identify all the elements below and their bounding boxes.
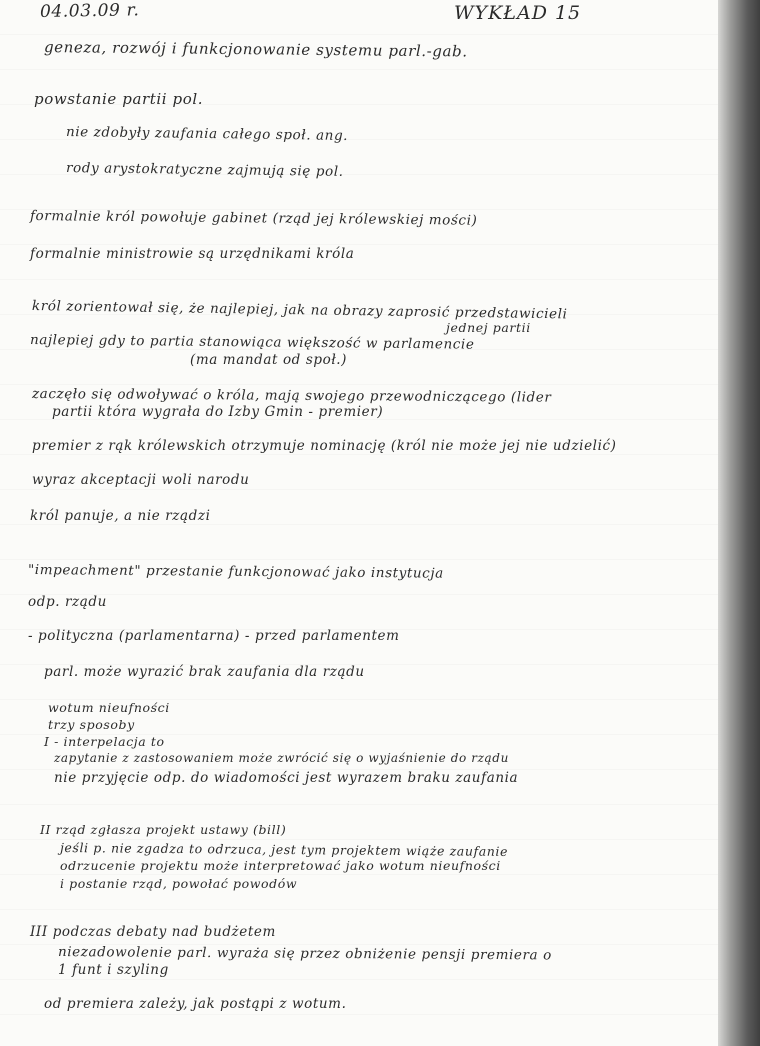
note-line: jednej partii [446, 320, 531, 335]
note-line: odrzucenie projektu może interpretować jako wotum nieufności [60, 858, 501, 873]
topic-line: geneza, rozwój i funkcjonowanie systemu parl.-gab. [43, 38, 468, 61]
note-line: zaczęło się odwoływać o króla, mają swojego przewodniczącego (lider [31, 386, 552, 406]
note-line: nie przyjęcie odp. do wiadomości jest wyrazem braku zaufania [54, 770, 519, 786]
note-line: najlepiej gdy to partia stanowiąca większość w parlamencie [29, 332, 475, 353]
note-line: niezadowolenie parl. wyraża się przez obniżenie pensji premiera o [57, 944, 552, 964]
note-line: 1 funt i szyling [58, 962, 169, 978]
note-line: II rząd zgłasza projekt ustawy (bill) [40, 822, 287, 837]
note-line: jeśli p. nie zgadza to odrzuca, jest tym projektem wiąże zaufanie [59, 840, 509, 859]
note-date: 04.03.09 r. [39, 0, 140, 22]
note-line: od premiera zależy, jak postąpi z wotum. [44, 996, 347, 1012]
note-line: zapytanie z zastosowaniem może zwrócić się o wyjaśnienie do rządu [54, 751, 509, 765]
note-line: formalnie król powołuje gabinet (rząd jej królewskiej mości) [29, 208, 478, 229]
note-line: król panuje, a nie rządzi [30, 508, 211, 524]
note-line: premier z rąk królewskich otrzymuje nominację (król nie może jej nie udzielić) [32, 438, 617, 454]
note-line: powstanie partii pol. [34, 90, 204, 108]
note-line: formalnie ministrowie są urzędnikami króla [30, 246, 355, 262]
note-line: wyraz akceptacji woli narodu [32, 472, 250, 488]
note-line: parl. może wyrazić brak zaufania dla rządu [44, 664, 365, 680]
note-line: wotum nieufności [48, 700, 170, 715]
note-line: trzy sposoby [48, 717, 135, 732]
note-line: odp. rządu [28, 594, 107, 610]
note-line: nie zdobyły zaufania całego społ. ang. [65, 124, 349, 144]
note-line: I - interpelacja to [44, 734, 165, 749]
page-edge-shadow [718, 0, 760, 1046]
note-line: król zorientował się, że najlepiej, jak na obrazy zaprosić przedstawicieli [31, 298, 568, 323]
note-line: - polityczna (parlamentarna) - przed parlamentem [28, 628, 400, 644]
note-line: III podczas debaty nad budżetem [30, 924, 276, 940]
note-line: "impeachment" przestanie funkcjonować jako instytucja [27, 562, 444, 582]
note-line: rody arystokratyczne zajmują się pol. [65, 160, 344, 180]
note-line: partii która wygrała do Izby Gmin - premier) [52, 404, 384, 420]
note-line: i postanie rząd, powołać powodów [60, 876, 298, 891]
lecture-title: WYKŁAD 15 [454, 2, 582, 24]
note-line: (ma mandat od społ.) [190, 352, 348, 368]
